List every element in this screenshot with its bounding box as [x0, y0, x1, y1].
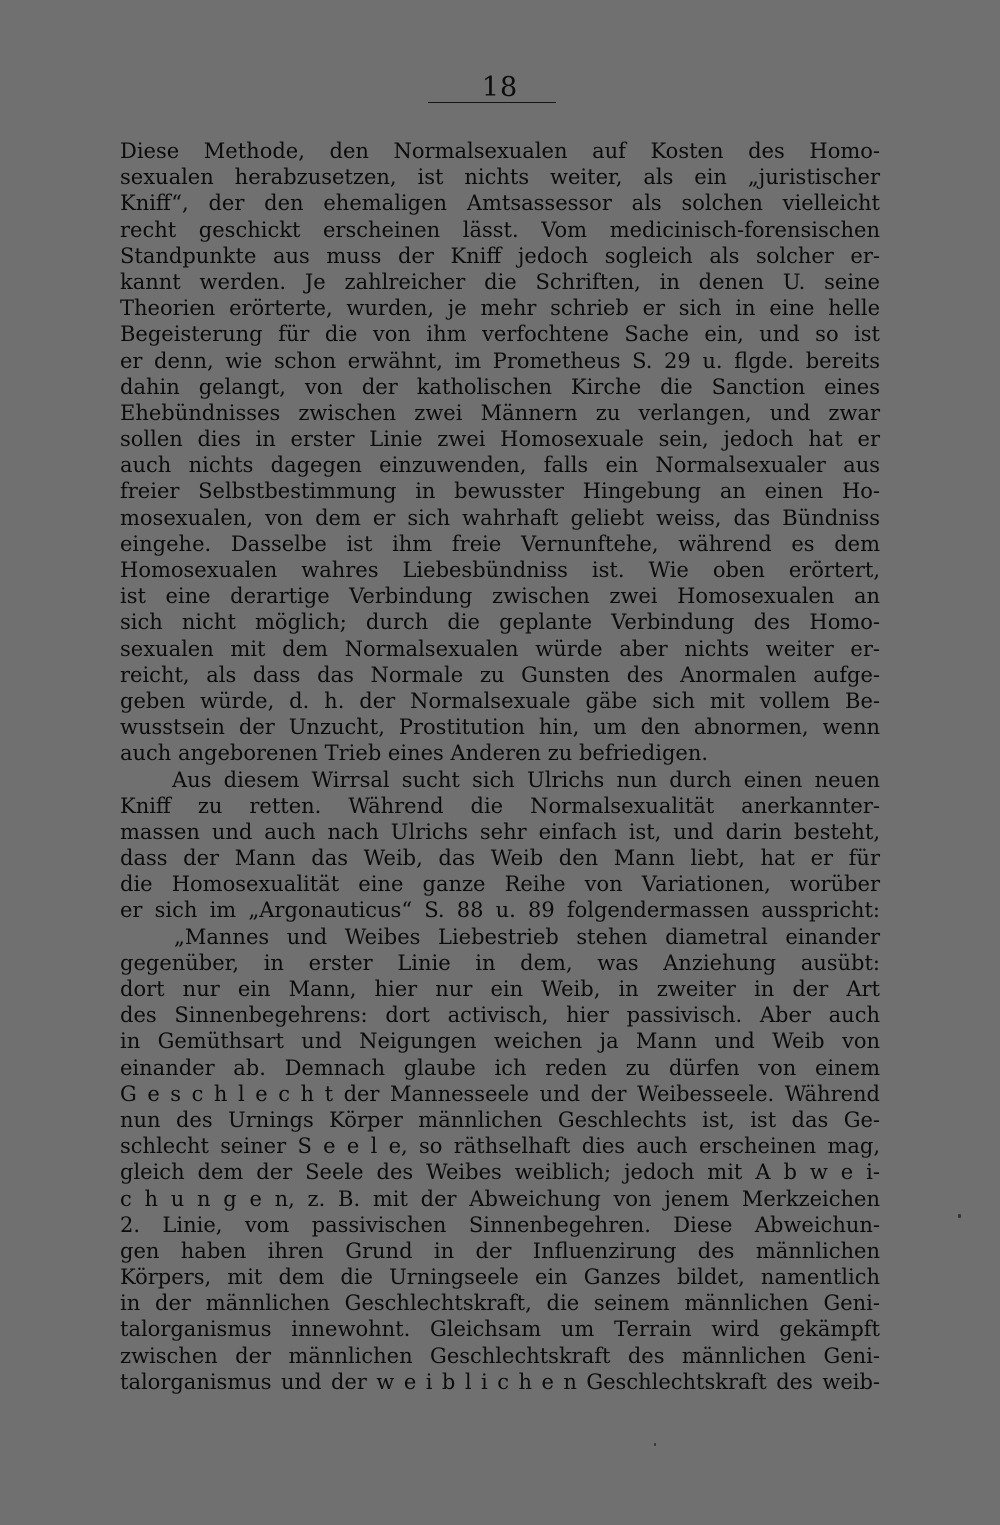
text-line: Kniff zu retten. Während die Normalsexualität anerkannter- — [120, 793, 880, 818]
text-line: er denn, wie schon erwähnt, im Prometheus S. 29 u. flgde. bereits — [120, 348, 880, 373]
body-text — [120, 138, 880, 1395]
scan-speck — [958, 1214, 961, 1218]
text-line: schlecht seiner S e e l e, so räthselhaft dies auch erscheinen mag, — [120, 1134, 880, 1159]
text-line: recht geschickt erscheinen lässt. Vom medicinisch-forensischen — [120, 217, 880, 242]
text-line: einander ab. Demnach glaube ich reden zu dürfen von einem — [120, 1055, 880, 1080]
text-line: nun des Urnings Körper männlichen Geschlechts ist, ist das Ge- — [120, 1107, 880, 1132]
text-line: Standpunkte aus muss der Kniff jedoch sogleich als solcher er- — [120, 243, 880, 268]
text-line: in Gemüthsart und Neigungen weichen ja Mann und Weib von — [120, 1029, 880, 1054]
text-line: geben würde, d. h. der Normalsexuale gäbe sich mit vollem Be- — [120, 688, 880, 713]
text-line: Begeisterung für die von ihm verfochtene Sache ein, und so ist — [120, 322, 880, 347]
text-line: dass der Mann das Weib, das Weib den Mann liebt, hat er für — [120, 846, 880, 871]
text-line: talorganismus und der w e i b l i c h e n Geschlechtskraft des weib- — [120, 1369, 880, 1394]
text-line: Kniff“, der den ehemaligen Amtsassessor als solchen vielleicht — [120, 191, 880, 216]
text-line: Diese Methode, den Normalsexualen auf Kosten des Homo- — [120, 139, 880, 163]
text-line: massen und auch nach Ulrichs sehr einfach ist, und darin besteht, — [120, 819, 880, 844]
text-line: wusstsein der Unzucht, Prostitution hin, um den abnormen, wenn — [120, 715, 880, 740]
text-line: 2. Linie, vom passivischen Sinnenbegehren. Diese Abweichun- — [120, 1212, 880, 1237]
text-line: kannt werden. Je zahlreicher die Schriften, in denen U. seine — [120, 269, 880, 294]
text-line: c h u n g e n, z. B. mit der Abweichung von jenem Merkzeichen — [120, 1186, 880, 1211]
text-line: dort nur ein Mann, hier nur ein Weib, in zweiter in der Art — [120, 977, 880, 1001]
text-line: sexualen herabzusetzen, ist nichts weiter, als ein „juristischer — [120, 165, 880, 190]
text-line: auch angeborenen Trieb eines Anderen zu befriedigen. — [120, 741, 709, 766]
header-rule — [428, 102, 556, 103]
text-line: eingehe. Dasselbe ist ihm freie Vernunftehe, während es dem — [120, 531, 880, 556]
text-line: Theorien erörterte, wurden, je mehr schrieb er sich in eine helle — [120, 296, 880, 321]
text-line: gegenüber, in erster Linie in dem, was Anziehung ausübt: — [120, 950, 880, 975]
text-line: gleich dem der Seele des Weibes weiblich; jedoch mit A b w e i- — [120, 1160, 880, 1185]
text-line: reicht, als dass das Normale zu Gunsten des Anormalen aufge- — [120, 662, 880, 687]
text-line: er sich im „Argonauticus“ S. 88 u. 89 folgendermassen ausspricht: — [120, 898, 880, 923]
text-line: talorganismus innewohnt. Gleichsam um Terrain wird gekämpft — [120, 1317, 880, 1342]
text-line: Aus diesem Wirrsal sucht sich Ulrichs nun durch einen neuen — [172, 767, 880, 792]
text-line: Ehebündnisses zwischen zwei Männern zu verlangen, und zwar — [120, 400, 880, 425]
text-line: Homosexualen wahres Liebesbündniss ist. Wie oben erörtert, — [120, 558, 880, 582]
text-line: ist eine derartige Verbindung zwischen zwei Homosexualen an — [120, 584, 880, 609]
text-line: sexualen mit dem Normalsexualen würde aber nichts weiter er- — [120, 636, 880, 661]
text-line: zwischen der männlichen Geschlechtskraft des männlichen Geni- — [120, 1343, 880, 1368]
text-line: G e s c h l e c h t der Mannesseele und der Weibesseele. Während — [120, 1081, 880, 1106]
text-line: die Homosexualität eine ganze Reihe von Variationen, worüber — [120, 872, 880, 897]
text-line: dahin gelangt, von der katholischen Kirche die Sanction eines — [120, 374, 880, 399]
text-line: des Sinnenbegehrens: dort activisch, hier passivisch. Aber auch — [120, 1003, 880, 1028]
text-line: gen haben ihren Grund in der Influenzirung des männlichen — [120, 1238, 880, 1263]
text-line: auch nichts dagegen einzuwenden, falls ein Normalsexualer aus — [120, 453, 880, 478]
text-line: sollen dies in erster Linie zwei Homosexuale sein, jedoch hat er — [120, 427, 880, 452]
text-line: in der männlichen Geschlechtskraft, die seinem männlichen Geni- — [120, 1291, 880, 1316]
text-line: sich nicht möglich; durch die geplante Verbindung des Homo- — [120, 610, 880, 635]
text-line: freier Selbstbestimmung in bewusster Hingebung an einen Ho- — [120, 479, 880, 504]
text-line: „Mannes und Weibes Liebestrieb stehen diametral einander — [174, 924, 880, 949]
scan-speck — [654, 1443, 656, 1446]
text-line: Körpers, mit dem die Urningseele ein Ganzes bildet, namentlich — [120, 1265, 880, 1290]
page-number: 18 — [481, 72, 519, 103]
text-line: mosexualen, von dem er sich wahrhaft geliebt weiss, das Bündniss — [120, 505, 880, 530]
